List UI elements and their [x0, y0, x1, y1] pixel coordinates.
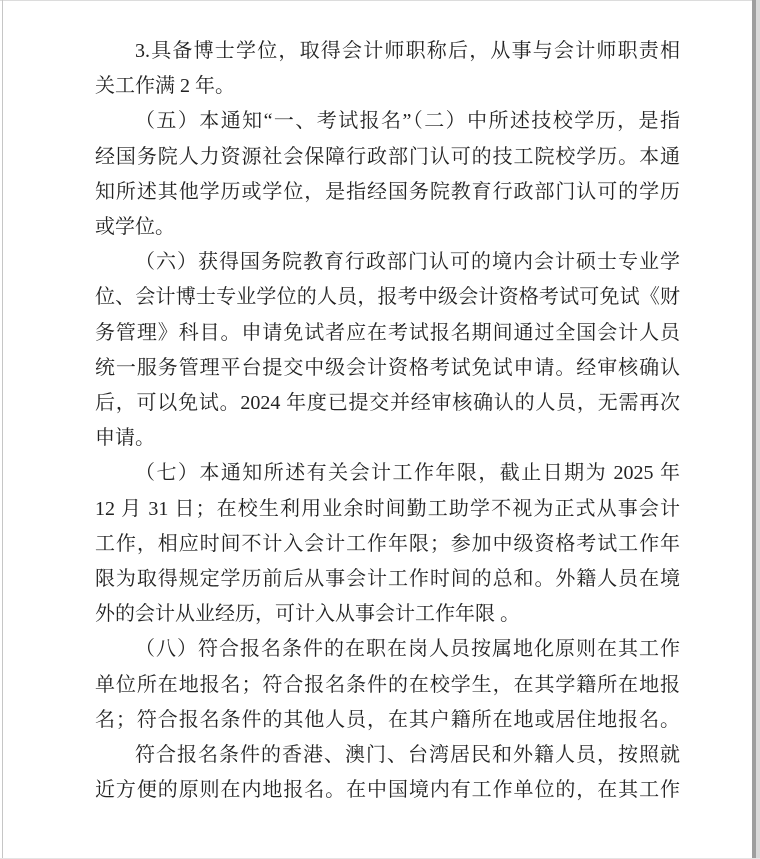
paragraph — [95, 632, 680, 738]
viewer-gutter — [756, 0, 760, 859]
text-line: 单位所在地报名；符合报名条件的在校学生，在其学籍所在地报 — [95, 673, 680, 696]
page-top-edge — [0, 0, 760, 1]
text-line: 经国务院人力资源社会保障行政部门认可的技工院校学历。本通 — [95, 145, 680, 168]
text-line: 关工作满 2 年。 — [95, 75, 235, 98]
paragraph — [95, 738, 680, 808]
text-line: （八）符合报名条件的在职在岗人员按属地化原则在其工作 — [135, 638, 680, 661]
text-line: （五）本通知“一、考试报名”（二）中所述技校学历，是指 — [135, 110, 680, 133]
text-line: 申请。 — [95, 427, 155, 450]
paragraph — [95, 104, 680, 245]
text-line: 统一服务管理平台提交中级会计资格考试免试申请。经审核确认 — [95, 356, 680, 379]
text-line: （七）本通知所述有关会计工作年限，截止日期为 2025 年 — [135, 462, 680, 485]
text-line: 限为取得规定学历前后从事会计工作时间的总和。外籍人员在境 — [95, 568, 680, 591]
paragraph — [95, 34, 680, 104]
text-line: 务管理》科目。申请免试者应在考试报名期间通过全国会计人员 — [95, 321, 680, 344]
text-line: （六）获得国务院教育行政部门认可的境内会计硕士专业学 — [135, 251, 680, 274]
text-line: 12 月 31 日；在校生利用业余时间勤工助学不视为正式从事会计 — [95, 497, 680, 520]
paragraph — [95, 245, 680, 456]
text-line: 知所述其他学历或学位，是指经国务院教育行政部门认可的学历 — [95, 180, 680, 203]
text-line: 后，可以免试。2024 年度已提交并经审核确认的人员，无需再次 — [95, 392, 680, 415]
text-line: 工作，相应时间不计入会计工作年限；参加中级资格考试工作年 — [95, 532, 680, 555]
paragraph — [95, 456, 680, 632]
text-line: 近方便的原则在内地报名。在中国境内有工作单位的，在其工作 — [95, 779, 680, 802]
text-line: 或学位。 — [95, 216, 175, 239]
text-line: 外的会计从业经历，可计入从事会计工作年限 。 — [95, 603, 520, 626]
text-line: 符合报名条件的香港、澳门、台湾居民和外籍人员，按照就 — [135, 744, 680, 767]
text-line: 3.具备博士学位，取得会计师职称后，从事与会计师职责相 — [135, 40, 680, 62]
page-left-edge — [2, 0, 3, 859]
text-line: 名；符合报名条件的其他人员，在其户籍所在地或居住地报名。 — [95, 708, 680, 731]
document-text — [95, 34, 680, 808]
text-line: 位、会计博士专业学位的人员，报考中级会计资格考试可免试《财 — [95, 286, 680, 309]
